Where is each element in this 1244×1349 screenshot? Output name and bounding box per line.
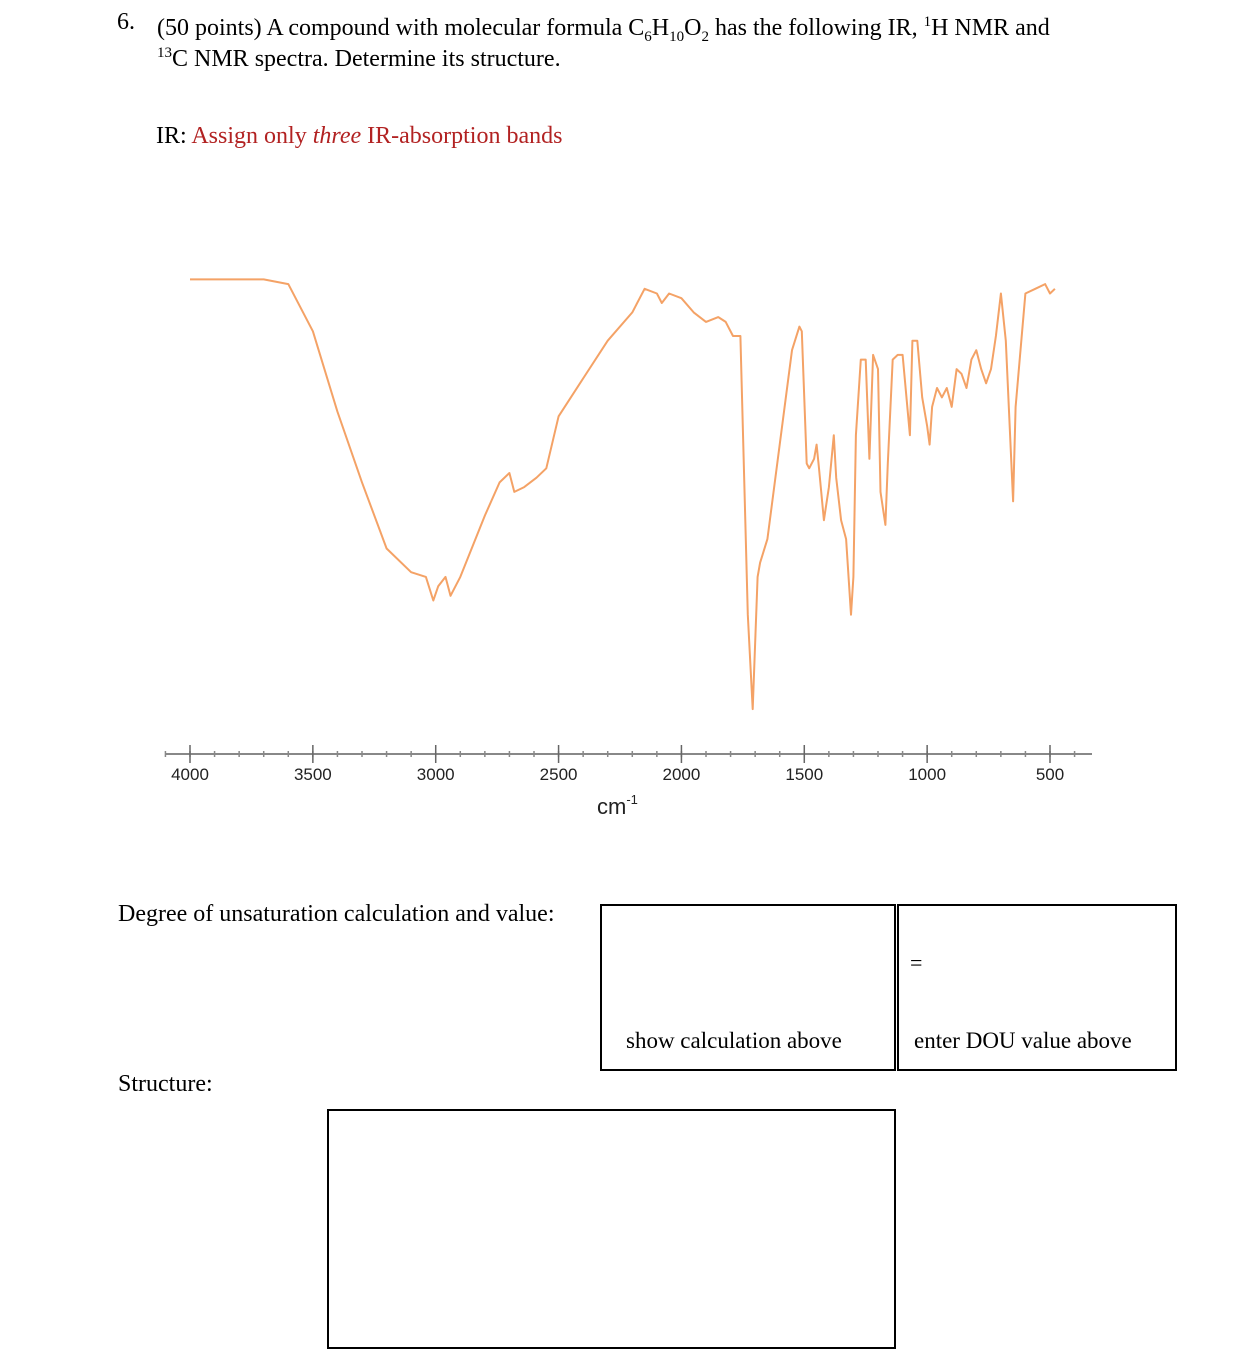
dou-calculation-box[interactable] <box>600 904 896 1071</box>
x-axis-tick-label: 1000 <box>908 765 947 784</box>
x-axis <box>165 751 1092 757</box>
x-axis-tick-label: 1500 <box>785 765 824 784</box>
structure-label: Structure: <box>118 1071 213 1097</box>
dou-label: Degree of unsaturation calculation and value: <box>118 901 555 927</box>
x-axis-tick-label: 2500 <box>539 765 578 784</box>
dou-value-box[interactable] <box>897 904 1177 1071</box>
dou-calculation-caption: show calculation above <box>626 1028 842 1053</box>
question-number: 6. <box>117 9 135 35</box>
dou-value-caption: enter DOU value above <box>914 1028 1132 1053</box>
x-axis-tick-label: 3000 <box>416 765 455 784</box>
x-axis-tick-label: 3500 <box>293 765 332 784</box>
question-line-1: (50 points) A compound with molecular formula $C_6H_{10}O_2$ has the following IR, $^1$H NMR and <box>157 14 1050 45</box>
question-line-2: $^{13}$C NMR spectra. Determine its structure. <box>157 45 561 72</box>
x-axis-tick-label: 4000 <box>171 765 209 784</box>
structure-answer-box[interactable] <box>327 1109 896 1349</box>
x-axis-tick-label: 2000 <box>662 765 701 784</box>
x-axis-unit-label: $cm^{-1}$ <box>597 792 638 819</box>
ir-spectrum-line <box>190 279 1055 709</box>
dou-equals-sign: = <box>910 950 923 975</box>
x-axis-ticks <box>171 745 1064 784</box>
ir-instruction: IR: Assign only three IR-absorption bands <box>156 123 563 149</box>
x-axis-tick-label: 500 <box>1035 765 1065 784</box>
